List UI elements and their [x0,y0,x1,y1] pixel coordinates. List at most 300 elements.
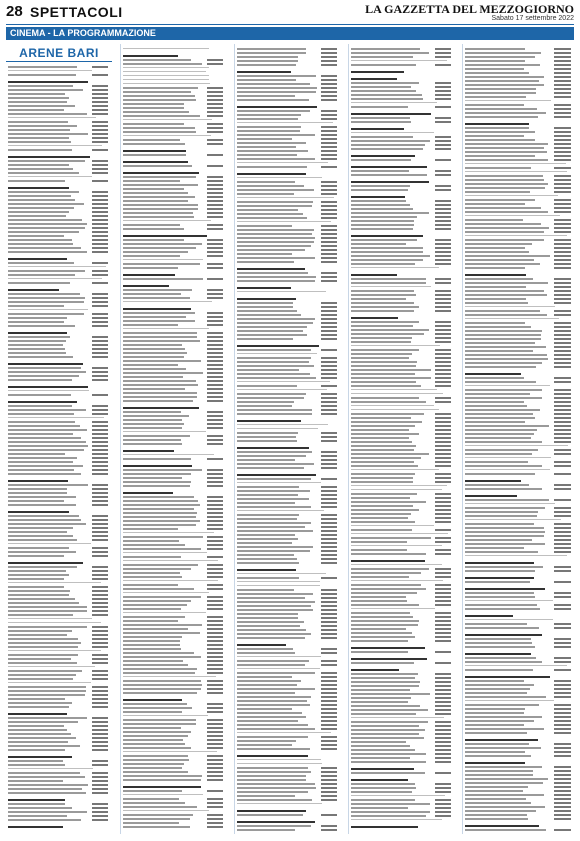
screening-line [465,187,545,189]
screening-line [8,469,74,471]
screening-line [237,538,298,540]
showtime-line [92,344,108,346]
theater-address-line [123,71,206,72]
theater-name-line [351,196,405,198]
showtime-line [321,514,337,516]
showtime-line [554,267,571,269]
theater-address-line [351,409,439,410]
screening-line [465,696,546,698]
screening-line [465,302,528,304]
theater-address-line [123,119,212,120]
showtime-line [207,540,223,542]
theater-address-line [8,278,102,279]
screening-line [237,744,292,746]
showtime-line [207,200,223,202]
screening-line [351,449,414,451]
showtime-line [92,811,108,813]
section-name: SPETTACOLI [30,4,123,20]
screening-line [123,759,189,761]
showtime-line [321,720,337,722]
theater-name-line [465,615,513,617]
screening-line [8,807,72,809]
screening-line [123,59,191,61]
showtime-line [92,251,108,253]
showtime-line [435,761,451,763]
screening-line [237,193,294,195]
showtime-line [321,138,337,140]
showtime-line [321,534,337,536]
theater-address-line [465,665,567,666]
showtime-line [554,712,571,714]
screening-line [8,519,81,521]
showtime-line [207,243,223,245]
screening-line [465,770,533,772]
showtime-line [435,753,451,755]
screening-line [465,751,525,753]
showtime-line [207,384,223,386]
screening-line [237,357,311,359]
showtime-line [554,60,571,62]
showtime-line [554,511,571,513]
theater-address-line [123,67,209,68]
screening-line [123,524,196,526]
screening-line [465,267,525,269]
screening-line [123,707,192,709]
showtime-line [207,139,223,141]
showtime-line [435,433,451,435]
showtime-line [207,632,223,634]
showtime-line [92,211,108,213]
showtime-line [435,365,451,367]
screening-line [123,411,181,413]
screening-line [465,766,542,768]
theater-address-line [8,650,101,651]
showtime-line [92,725,108,727]
showtime-line [435,693,451,695]
showtime-line [554,747,571,749]
showtime-line [92,686,108,688]
showtime-line [554,143,571,145]
showtime-line [321,459,337,461]
theater-address-line [8,682,91,683]
screening-line [123,196,195,198]
screening-line [123,584,178,586]
showtime-line [321,150,337,152]
theater-name-line [123,285,169,287]
screening-line [351,541,407,543]
showtime-line [435,417,451,419]
screening-line [123,636,182,638]
theater-address-line [8,543,91,544]
showtime-line [321,601,337,603]
screening-line [8,227,85,229]
showtime-line [207,400,223,402]
screening-line [8,473,81,475]
screening-line [8,394,71,396]
showtime-line [554,728,571,730]
screening-line [123,289,192,291]
screening-line [351,725,419,727]
showtime-line [554,798,571,800]
screening-line [123,115,200,117]
theater-address-line [351,60,447,61]
showtime-line [92,702,108,704]
screening-line [465,531,545,533]
showtime-line [321,787,337,789]
showtime-line [92,317,108,319]
screening-line [8,606,87,608]
showtime-line [435,729,451,731]
showtime-line [207,640,223,642]
screening-line [123,392,197,394]
showtime-line [435,349,451,351]
showtime-line [321,193,337,195]
screening-line [237,64,296,66]
listing-column-3 [234,44,341,834]
screening-line [351,98,423,100]
screening-line [123,293,181,295]
screening-line [351,753,426,755]
showtime-line [92,371,108,373]
theater-name-line [123,407,199,409]
screening-line [465,72,529,74]
theater-address-line [8,618,92,619]
screening-line [237,617,298,619]
screening-line [237,814,303,816]
screening-line [465,774,533,776]
theater-name-line [237,268,305,270]
screening-line [8,737,76,739]
theater-address-line [465,600,553,601]
showtime-line [554,543,571,545]
showtime-line [92,815,108,817]
screening-line [351,170,409,172]
showtime-line [554,433,571,435]
screening-line [351,501,426,503]
screening-line [8,811,87,813]
screening-line [351,433,419,435]
showtime-line [92,457,108,459]
showtime-line [92,168,108,170]
showtime-line [207,668,223,670]
showtime-line [321,154,337,156]
showtime-line [321,314,337,316]
screening-line [351,445,416,447]
screening-line [237,767,308,769]
screening-line [123,336,197,338]
theater-name-line [237,287,291,289]
screening-line [351,473,415,475]
screening-line [351,220,414,222]
screening-line [237,334,307,336]
showtime-line [207,293,223,295]
screening-line [351,204,410,206]
theater-name-line [351,274,397,276]
screening-line [351,294,416,296]
showtime-line [92,662,108,664]
screening-line [237,181,295,183]
showtime-line [207,564,223,566]
showtime-line [554,523,571,525]
showtime-line [207,822,223,824]
showtime-line [321,322,337,324]
screening-line [351,247,423,249]
showtime-line [92,523,108,525]
showtime-line [435,159,451,161]
showtime-line [207,520,223,522]
showtime-line [435,624,451,626]
masthead [6,2,574,25]
showtime-line [92,113,108,115]
screening-line [8,164,69,166]
showtime-line [92,97,108,99]
showtime-line [554,680,571,682]
showtime-line [554,708,571,710]
showtime-line [554,642,571,644]
showtime-line [554,449,571,451]
screening-line [123,640,180,642]
screening-line [8,429,87,431]
showtime-line [207,504,223,506]
showtime-line [207,616,223,618]
showtime-line [207,600,223,602]
screening-line [237,393,306,395]
screening-line [123,779,201,781]
showtime-line [321,158,337,160]
screening-line [237,349,311,351]
showtime-line [92,348,108,350]
screening-line [351,745,410,747]
showtime-line [321,318,337,320]
theater-name-line [351,71,404,73]
theater-name-line [237,71,291,73]
theater-name-line [123,699,182,701]
showtime-line [554,441,571,443]
showtime-line [207,512,223,514]
screening-line [8,566,77,568]
screening-line [351,493,417,495]
showtime-line [321,538,337,540]
showtime-line [554,437,571,439]
screening-line [351,509,419,511]
showtime-line [207,154,223,156]
screening-line [351,349,419,351]
theater-address-line [351,580,443,581]
showtime-line [554,527,571,529]
showtime-line [321,60,337,62]
listing-column-5 [462,44,575,834]
showtime-line [554,704,571,706]
showtime-line [554,342,571,344]
showtime-line [435,517,451,519]
showtime-line [92,93,108,95]
screening-line [8,729,67,731]
showtime-line [321,621,337,623]
screening-line [237,225,292,227]
theater-address-line [465,445,568,446]
screening-line [237,688,315,690]
showtime-line [554,298,571,300]
screening-line [8,492,67,494]
screening-line [8,425,80,427]
screening-line [123,427,182,429]
showtime-line [207,572,223,574]
screening-line [123,556,181,558]
screening-line [465,535,544,537]
screening-line [237,459,295,461]
screening-line [465,52,541,54]
screening-line [351,239,417,241]
screening-line [8,274,75,276]
screening-line [351,90,416,92]
showtime-line [321,712,337,714]
screening-line [465,473,535,475]
showtime-line [321,373,337,375]
screening-line [237,660,309,662]
showtime-line [207,576,223,578]
screening-line [123,352,187,354]
showtime-line [435,640,451,642]
screening-line [123,243,202,245]
theater-address-line [351,389,437,390]
screening-line [465,413,533,415]
screening-line [351,64,416,66]
showtime-line [92,634,108,636]
screening-line [123,684,202,686]
showtime-line [321,799,337,801]
screening-line [237,625,300,627]
showtime-line [435,772,451,774]
showtime-line [435,239,451,241]
showtime-line [321,261,337,263]
screening-line [123,180,180,182]
showtime-line [207,320,223,322]
showtime-line [435,705,451,707]
showtime-line [321,518,337,520]
showtime-line [92,465,108,467]
screening-line [8,437,81,439]
screening-line [351,799,415,801]
showtime-line [92,375,108,377]
screening-line [123,739,183,741]
showtime-line [207,188,223,190]
showtime-line [321,609,337,611]
showtime-line [207,500,223,502]
showtime-line [321,377,337,379]
showtime-line [207,727,223,729]
listing-column-2 [120,44,227,834]
showtime-line [207,192,223,194]
showtime-line [321,637,337,639]
screening-line [465,243,532,245]
showtime-line [321,728,337,730]
showtime-line [321,692,337,694]
screening-line [123,316,186,318]
screening-line [351,159,411,161]
showtime-line [321,276,337,278]
showtime-line [207,798,223,800]
theater-address-line [237,291,326,292]
showtime-line [554,755,571,757]
screening-line [237,361,309,363]
screening-line [8,590,70,592]
screening-line [8,527,73,529]
screening-line [237,48,306,50]
screening-line [123,588,194,590]
showtime-line [435,325,451,327]
showtime-line [321,629,337,631]
screening-line [351,48,420,50]
screening-line [351,94,422,96]
showtime-line [92,101,108,103]
screening-line [465,116,538,118]
screening-line [8,702,72,704]
screening-line [351,733,419,735]
showtime-line [207,423,223,425]
showtime-line [435,401,451,403]
screening-line [123,508,194,510]
theater-address-line [8,417,104,418]
showtime-line [92,164,108,166]
showtime-line [92,441,108,443]
screening-line [351,791,412,793]
showtime-line [92,274,108,276]
screening-line [237,302,293,304]
screening-line [465,64,540,66]
showtime-line [435,170,451,172]
showtime-line [554,413,571,415]
screening-line [351,505,413,507]
theater-address-line [465,235,567,236]
showtime-line [207,636,223,638]
screening-line [8,191,79,193]
screening-line [351,588,426,590]
screening-line [123,192,188,194]
screening-line [351,212,429,214]
screening-line [351,461,414,463]
showtime-line [554,547,571,549]
showtime-line [92,803,108,805]
showtime-line [92,247,108,249]
showtime-line [554,592,571,594]
screening-line [351,56,413,58]
theater-name-line [123,161,188,163]
screening-line [237,217,307,219]
screening-line [8,646,78,648]
showtime-line [207,419,223,421]
screening-line [351,783,415,785]
showtime-line [92,678,108,680]
screening-line [351,553,426,555]
showtime-line [92,149,108,151]
showtime-line [435,673,451,675]
screening-line [8,698,65,700]
screening-line [8,109,64,111]
screening-line [8,780,63,782]
screening-line [351,136,413,138]
showtime-line [435,86,451,88]
showtime-line [435,321,451,323]
showtime-line [321,486,337,488]
showtime-line [321,134,337,136]
showtime-line [435,48,451,50]
showtime-line [554,56,571,58]
screening-line [351,761,426,763]
showtime-line [435,632,451,634]
showtime-line [321,338,337,340]
showtime-line [435,461,451,463]
screening-line [465,608,540,610]
